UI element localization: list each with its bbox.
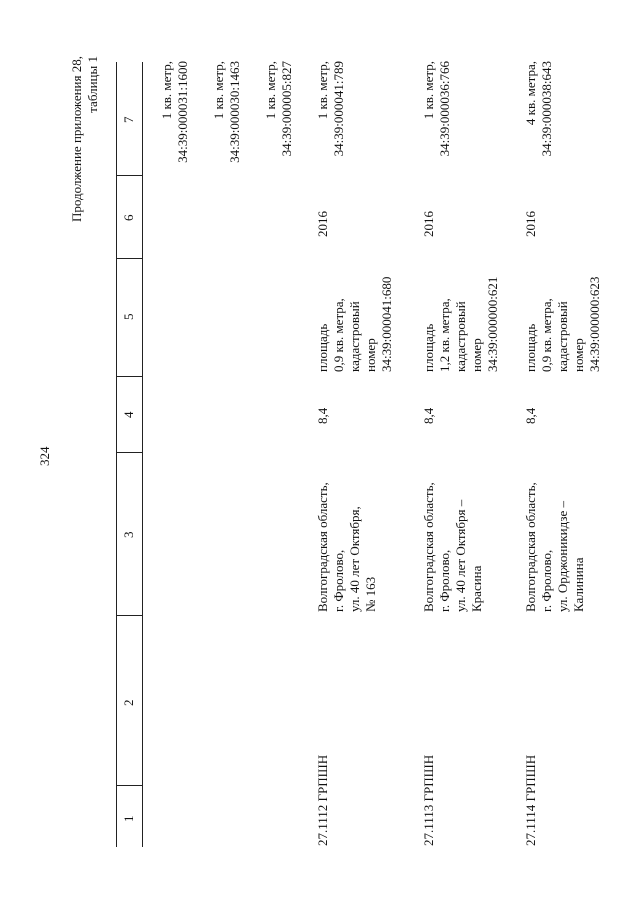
- row-address-line: Красина: [469, 565, 484, 612]
- header-col-1: 1: [121, 815, 136, 822]
- row-address-line: Волгоградская область,: [315, 482, 330, 612]
- row-year: 2016: [315, 211, 330, 237]
- top-note-line: 1 кв. метр,: [263, 61, 278, 120]
- row-area-line: кадастровый: [555, 301, 570, 372]
- row-area-line: 1,2 кв. метра,: [437, 298, 452, 372]
- row-value: 8,4: [523, 407, 538, 424]
- header-separator: [116, 785, 142, 786]
- header-col-2: 2: [121, 699, 136, 706]
- row-area-line: площадь: [315, 323, 330, 372]
- header-separator: [116, 452, 142, 453]
- page-number: 324: [37, 446, 52, 466]
- row-area-line: номер: [571, 338, 586, 372]
- top-note-line: 34:39:000030:1463: [227, 61, 242, 163]
- row-area-line: 34:39:000000:621: [485, 276, 500, 372]
- row-area-line: кадастровый: [453, 301, 468, 372]
- row-note-line: 1 кв. метр,: [421, 61, 436, 120]
- row-address-line: ул. 40 лет Октября –: [453, 499, 468, 612]
- caption-line-1: Продолжение приложения 28,: [69, 56, 84, 223]
- header-separator: [116, 376, 142, 377]
- top-note-line: 34:39:000005:827: [279, 61, 294, 157]
- header-separator: [116, 175, 142, 176]
- row-code: 27.1112 ГРПШН: [315, 754, 330, 846]
- row-address-line: г. Фролово,: [437, 549, 452, 612]
- row-address-line: Волгоградская область,: [523, 482, 538, 612]
- row-area-line: номер: [363, 338, 378, 372]
- row-area-line: 0,9 кв. метра,: [331, 298, 346, 372]
- row-code: 27.1113 ГРПШН: [421, 754, 436, 846]
- header-col-3: 3: [121, 531, 136, 538]
- row-address-line: Калинина: [571, 557, 586, 612]
- header-col-6: 6: [121, 214, 136, 221]
- row-address-line: № 163: [363, 576, 378, 612]
- header-col-4: 4: [121, 411, 136, 418]
- row-area-line: 34:39:000000:623: [587, 276, 602, 372]
- row-note-line: 1 кв. метр,: [315, 61, 330, 120]
- row-year: 2016: [421, 211, 436, 237]
- header-separator: [116, 258, 142, 259]
- row-area-line: площадь: [523, 323, 538, 372]
- row-area-line: кадастровый: [347, 301, 362, 372]
- top-note-line: 1 кв. метр,: [211, 61, 226, 120]
- row-address-line: г. Фролово,: [539, 549, 554, 612]
- row-address-line: ул. 40 лет Октября,: [347, 506, 362, 612]
- header-line-left: [116, 62, 119, 847]
- row-area-line: 0,9 кв. метра,: [539, 298, 554, 372]
- caption-line-2: таблицы 1: [85, 56, 100, 113]
- header-col-5: 5: [121, 313, 136, 320]
- top-note-line: 1 кв. метр,: [159, 61, 174, 120]
- row-code: 27.1114 ГРПШН: [523, 754, 538, 846]
- row-value: 8,4: [421, 407, 436, 424]
- header-line-right: [142, 62, 145, 847]
- row-address-line: Волгоградская область,: [421, 482, 436, 612]
- row-note-line: 34:39:000038:643: [539, 61, 554, 157]
- row-address-line: ул. Орджоникидзе –: [555, 500, 570, 612]
- row-note-line: 4 кв. метра,: [523, 61, 538, 126]
- row-note-line: 34:39:000036:766: [437, 61, 452, 157]
- top-note-line: 34:39:000031:1600: [175, 61, 190, 163]
- header-col-7: 7: [121, 116, 136, 123]
- row-area-line: площадь: [421, 323, 436, 372]
- row-note-line: 34:39:000041:789: [331, 61, 346, 157]
- row-address-line: г. Фролово,: [331, 549, 346, 612]
- row-area-line: 34:39:000041:680: [379, 276, 394, 372]
- row-value: 8,4: [315, 407, 330, 424]
- row-year: 2016: [523, 211, 538, 237]
- header-separator: [116, 615, 142, 616]
- row-area-line: номер: [469, 338, 484, 372]
